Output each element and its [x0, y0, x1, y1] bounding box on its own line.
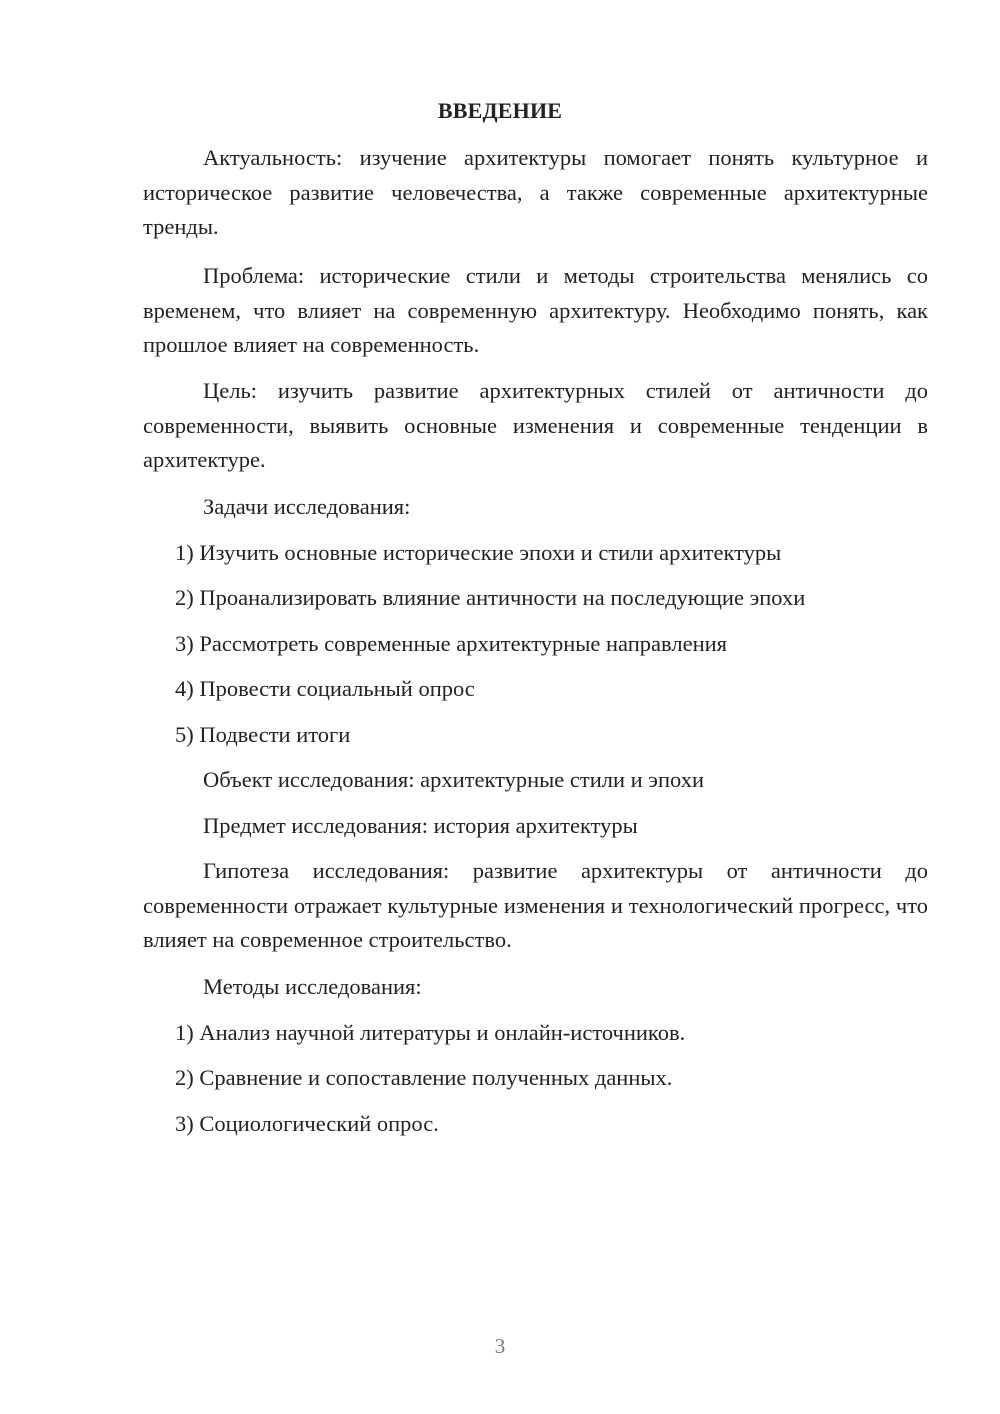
problem-paragraph: Проблема: исторические стили и методы строительства менялись со временем, что влияет на современную архитектуру. Необходимо понять, как прошлое влияет на современность. — [143, 263, 928, 357]
goal-paragraph: Цель: изучить развитие архитектурных стилей от античности до современности, выявить основные изменения и современные тенденции в архитектуре. — [143, 378, 928, 472]
research-subject: Предмет исследования: история архитектуры — [203, 813, 638, 838]
task-item-2: 2) Проанализировать влияние античности на последующие эпохи — [175, 585, 806, 610]
method-item-3: 3) Социологический опрос. — [175, 1111, 439, 1136]
research-object: Объект исследования: архитектурные стили и эпохи — [203, 767, 704, 792]
relevance-paragraph: Актуальность: изучение архитектуры помогает понять культурное и историческое развитие человечества, а также современные архитектурные тренды. — [143, 145, 928, 239]
task-item-3: 3) Рассмотреть современные архитектурные направления — [175, 631, 727, 656]
page-number: 3 — [494, 1334, 506, 1358]
section-title: ВВЕДЕНИЕ — [437, 98, 563, 123]
task-item-4: 4) Провести социальный опрос — [175, 676, 475, 701]
method-item-2: 2) Сравнение и сопоставление полученных данных. — [175, 1065, 673, 1090]
method-item-1: 1) Анализ научной литературы и онлайн-источников. — [175, 1020, 686, 1045]
task-item-1: 1) Изучить основные исторические эпохи и стили архитектуры — [175, 540, 782, 565]
task-item-5: 5) Подвести итоги — [175, 722, 351, 747]
hypothesis-paragraph: Гипотеза исследования: развитие архитектуры от античности до современности отражает культурные изменения и технологический прогресс, что влияет на современное строительство. — [143, 858, 928, 952]
methods-heading: Методы исследования: — [203, 974, 422, 999]
tasks-heading: Задачи исследования: — [203, 494, 411, 519]
